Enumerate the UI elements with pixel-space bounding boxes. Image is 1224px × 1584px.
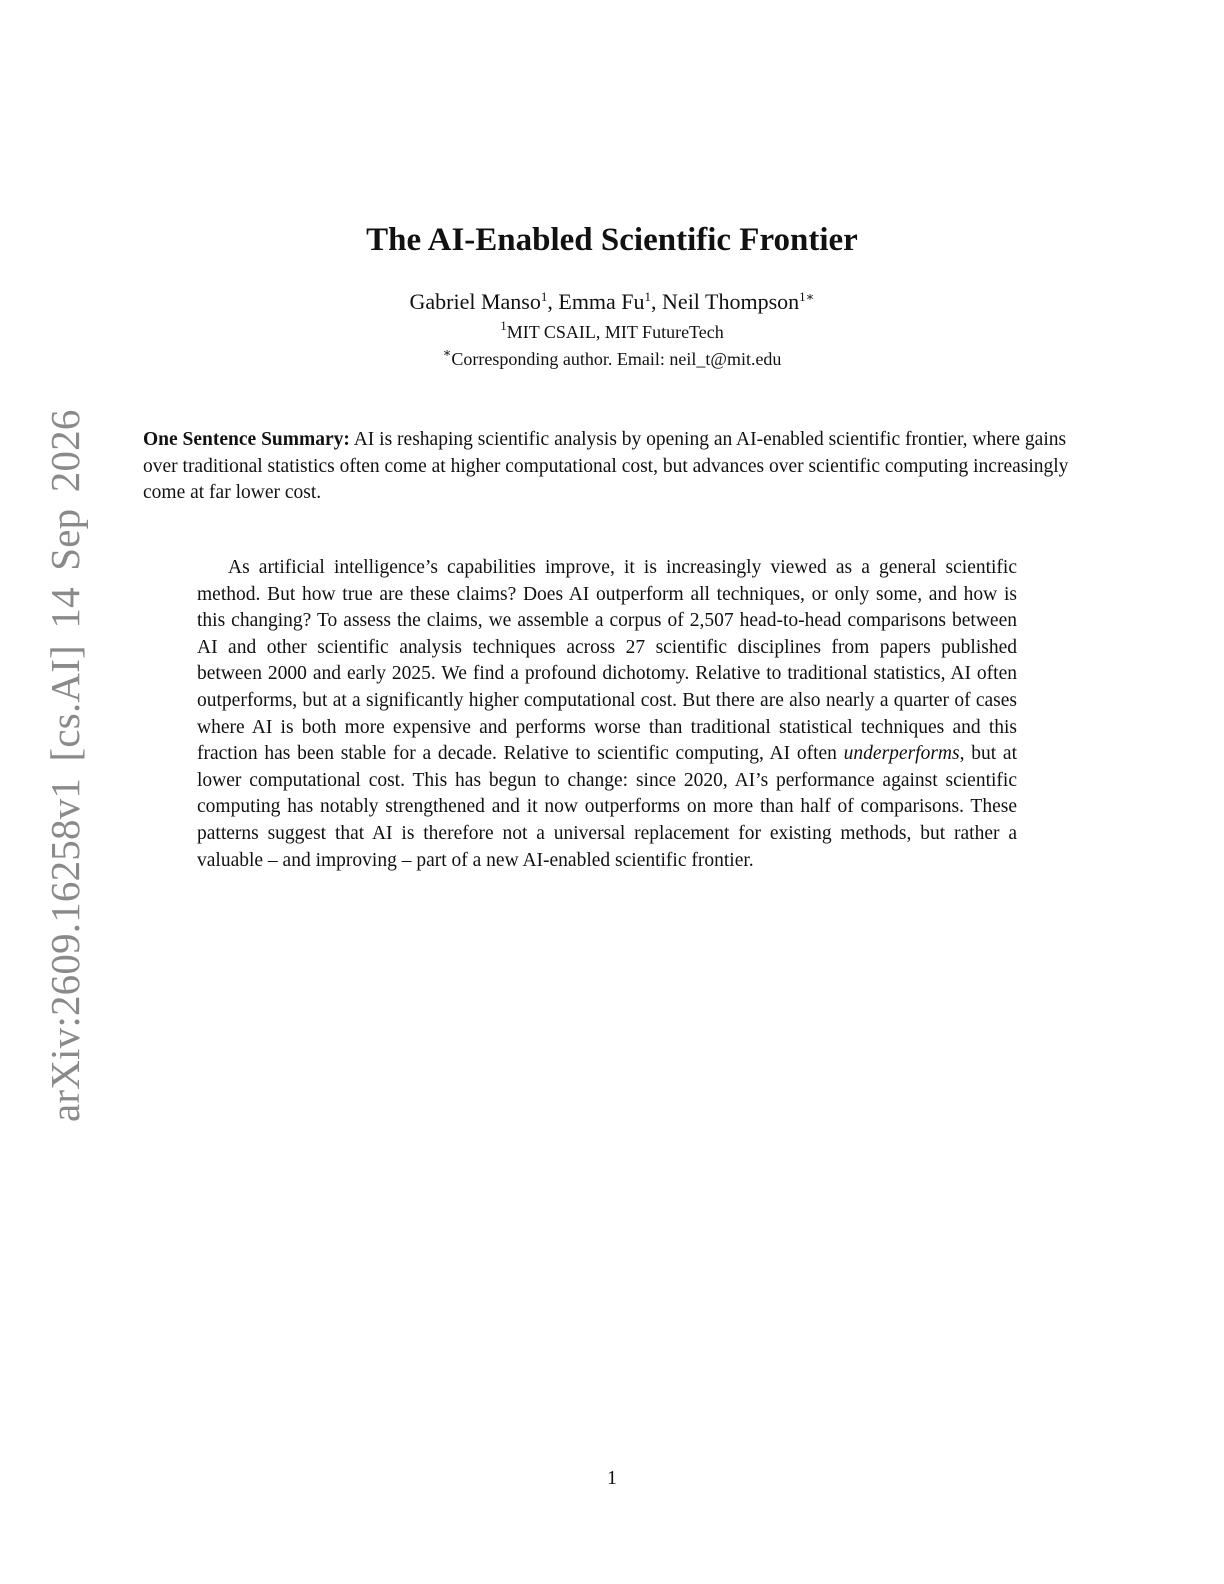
affiliation-line xyxy=(0,320,1224,344)
arxiv-identifier-stamp: arXiv:2609.16258v1 [cs.AI] 14 Sep 2026 xyxy=(42,409,88,1122)
summary-text: AI is reshaping scientific analysis by opening an AI-enabled scientific frontier, where gains over traditional statistics often come at higher computational cost, but advances over scientific computing increasingly come at far lower cost. xyxy=(143,429,1069,503)
author-name: Gabriel Manso xyxy=(409,289,541,314)
author-name: Emma Fu xyxy=(558,289,645,314)
affiliation-mark: 1 xyxy=(500,318,507,333)
author-separator: , xyxy=(547,289,559,314)
abstract-text-part-1: As artificial intelligence’s capabilities improve, it is increasingly viewed as a general scientific method. But how true are these claims? Does AI outperform all techniques, or only some, and how is this changing? To assess the claims, we assemble a corpus of 2,507 head-to-head comparisons between AI and other scientific analysis techniques across 27 scientific disciplines from papers published between 2000 and early 2025. We find a profound dichotomy. Relative to traditional statistics, AI often outperforms, but at a significantly higher computational cost. But there are also nearly a quarter of cases where AI is both more expensive and performs worse than traditional statistical techniques and this fraction has been stable for a decade. Relative to scientific computing, AI often xyxy=(197,557,1017,765)
abstract-emphasis: underperforms xyxy=(843,743,960,765)
author-separator: , xyxy=(651,289,663,314)
corresponding-mark: ∗ xyxy=(442,345,452,360)
author-name: Neil Thompson xyxy=(662,289,800,314)
page-number: 1 xyxy=(607,1467,617,1489)
abstract-text-part-2: , but at lower computational cost. This has begun to change: since 2020, AI’s performance against scientific computing has notably strengthened and it now outperforms on more than half of comparisons. These patterns suggest that AI is therefore not a universal replacement for existing methods, but rather a valuable – and improving – part of a new AI-enabled scientific frontier. xyxy=(197,743,1017,871)
corresponding-author-line xyxy=(0,347,1224,371)
affiliation-text: MIT CSAIL, MIT FutureTech xyxy=(506,322,724,342)
abstract-paragraph xyxy=(197,555,1017,874)
one-sentence-summary xyxy=(143,427,1073,507)
author-list xyxy=(0,288,1224,316)
author-affiliation-mark: 1 xyxy=(540,289,548,304)
paper-title: The AI-Enabled Scientific Frontier xyxy=(366,222,858,258)
author-affiliation-mark: 1 xyxy=(644,289,652,304)
summary-label: One Sentence Summary: xyxy=(143,429,350,450)
corresponding-author-text: Corresponding author. Email: neil_t@mit.edu xyxy=(451,349,782,369)
author-affiliation-mark: 1∗ xyxy=(799,289,815,304)
